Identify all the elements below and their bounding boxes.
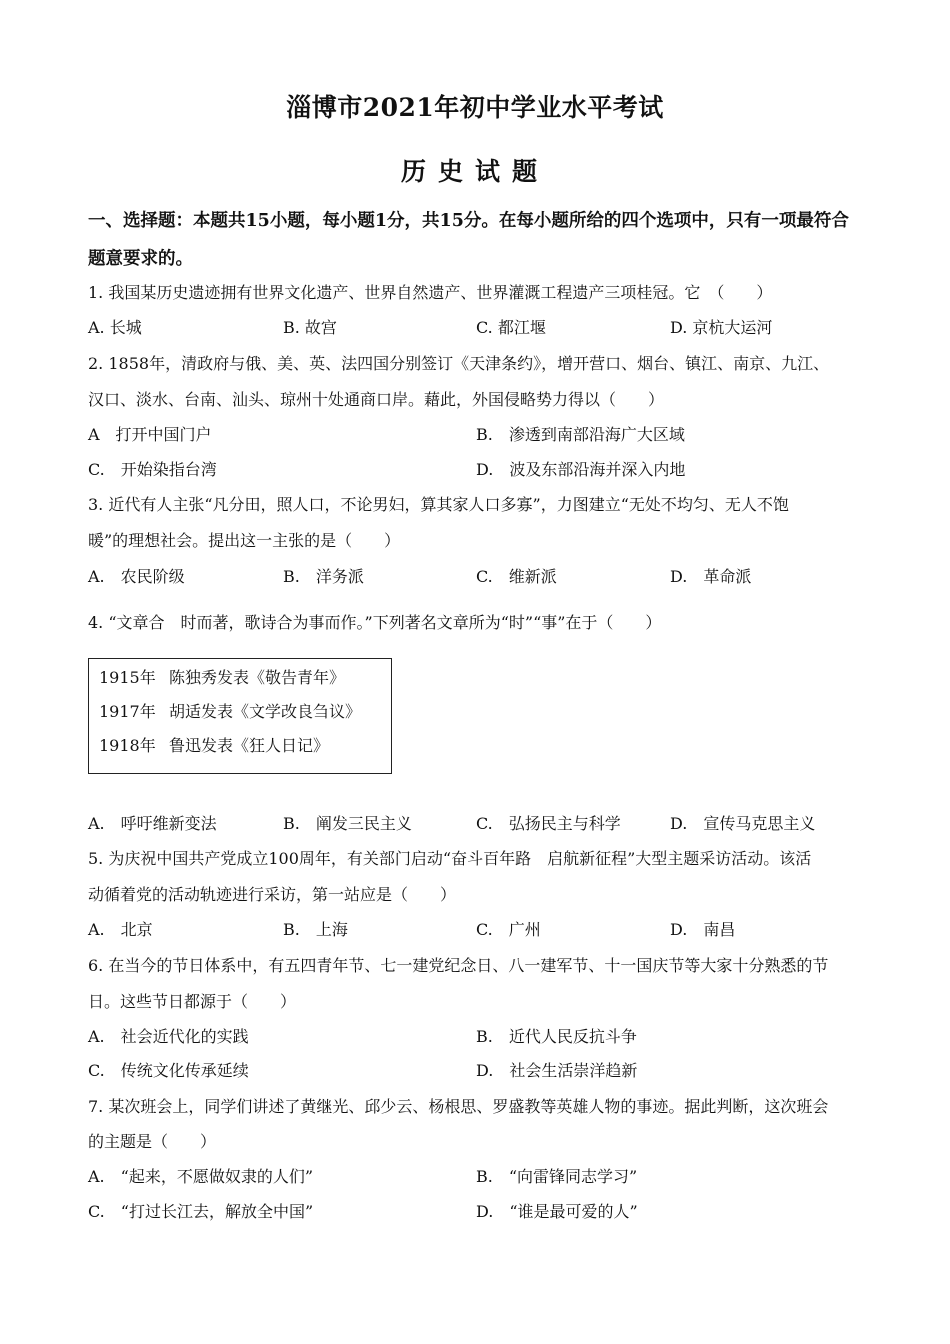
- material-year: 1918年: [99, 736, 156, 755]
- material-row: [99, 667, 345, 689]
- question-5-option-a: A. 北京: [88, 920, 153, 939]
- question-7-option-a: A. “起来，不愿做奴隶的人们”: [88, 1167, 314, 1186]
- material-event: 陈独秀发表《敬告青年》: [169, 668, 346, 687]
- question-2-stem-line-2: 汉口、淡水、台南、汕头、琼州十处通商口岸。藉此，外国侵略势力得以（ ）: [88, 390, 665, 409]
- question-5-stem-line-1: 5. 为庆祝中国共产党成立100周年，有关部门启动“奋斗百年路 启航新征程”大型主题采访活动。该活: [88, 849, 812, 868]
- question-7-option-d: D. “谁是最可爱的人”: [476, 1202, 638, 1221]
- material-row: [99, 701, 361, 723]
- question-3-option-a: A. 农民阶级: [88, 567, 185, 586]
- material-year: 1917年: [99, 702, 156, 721]
- question-3-option-c: C. 维新派: [476, 567, 557, 586]
- question-5-option-d: D. 南昌: [670, 920, 736, 939]
- exam-subtitle: 历史试题: [400, 157, 549, 186]
- material-event: 鲁迅发表《狂人日记》: [169, 736, 330, 755]
- question-6-option-d: D. 社会生活崇洋趋新: [476, 1061, 638, 1080]
- question-3-stem-line-1: 3. 近代有人主张“凡分田，照人口，不论男妇，算其家人口多寡”，力图建立“无处不均匀、无人不饱: [88, 495, 789, 514]
- question-3-option-b: B. 洋务派: [283, 567, 364, 586]
- question-6-option-a: A. 社会近代化的实践: [88, 1027, 249, 1046]
- question-2-option-c: C. 开始染指台湾: [88, 460, 217, 479]
- question-7-stem-line-2: 的主题是（ ）: [88, 1132, 217, 1151]
- question-4-option-c: C. 弘扬民主与科学: [476, 814, 621, 833]
- question-2-stem-line-1: 2. 1858年，清政府与俄、美、英、法四国分别签订《天津条约》，增开营口、烟台、镇江、南京、九江、: [88, 354, 830, 373]
- question-1-option-d: D. 京杭大运河: [670, 318, 773, 337]
- section-heading: 一、选择题：本题共15小题，每小题1分，共15分。在每小题所给的四个选项中，只有一项最符合题意要求的。: [88, 211, 849, 269]
- exam-title: 淄博市2021年初中学业水平考试: [286, 93, 664, 122]
- question-2-option-d: D. 波及东部沿海并深入内地: [476, 460, 686, 479]
- question-3-option-d: D. 革命派: [670, 567, 752, 586]
- question-7-option-c: C. “打过长江去，解放全中国”: [88, 1202, 314, 1221]
- material-year: 1915年: [99, 668, 156, 687]
- question-5-option-c: C. 广州: [476, 920, 541, 939]
- question-4-option-a: A. 呼吁维新变法: [88, 814, 217, 833]
- question-4-stem: 4. “文章合 时而著，歌诗合为事而作。”下列著名文章所为“时”“事”在于（ ）: [88, 613, 662, 632]
- question-7-option-b: B. “向雷锋同志学习”: [476, 1167, 638, 1186]
- material-event: 胡适发表《文学改良刍议》: [169, 702, 362, 721]
- question-1-option-c: C. 都江堰: [476, 318, 546, 337]
- question-6-option-c: C. 传统文化传承延续: [88, 1061, 249, 1080]
- question-5-stem-line-2: 动循着党的活动轨迹进行采访，第一站应是（ ）: [88, 885, 457, 904]
- question-4-option-d: D. 宣传马克思主义: [670, 814, 816, 833]
- question-2-option-b: B. 渗透到南部沿海广大区域: [476, 425, 685, 444]
- question-2-option-a: A 打开中国门户: [88, 425, 212, 444]
- question-7-stem-line-1: 7. 某次班会上，同学们讲述了黄继光、邱少云、杨根思、罗盛教等英雄人物的事迹。据此判断，这次班会: [88, 1097, 829, 1116]
- question-4-material-box: [88, 658, 392, 774]
- question-1-stem: 1. 我国某历史遗迹拥有世界文化遗产、世界自然遗产、世界灌溉工程遗产三项桂冠。它 （ ）: [88, 283, 773, 302]
- question-1-option-b: B. 故宫: [283, 318, 337, 337]
- question-3-stem-line-2: 暖”的理想社会。提出这一主张的是（ ）: [88, 531, 401, 550]
- question-6-option-b: B. 近代人民反抗斗争: [476, 1027, 637, 1046]
- question-5-option-b: B. 上海: [283, 920, 348, 939]
- question-4-option-b: B. 阐发三民主义: [283, 814, 412, 833]
- question-6-stem-line-2: 日。这些节日都源于（ ）: [88, 992, 297, 1011]
- question-1-option-a: A. 长城: [88, 318, 142, 337]
- question-6-stem-line-1: 6. 在当今的节日体系中，有五四青年节、七一建党纪念日、八一建军节、十一国庆节等大家十分熟悉的节: [88, 956, 829, 975]
- material-row: [99, 735, 329, 757]
